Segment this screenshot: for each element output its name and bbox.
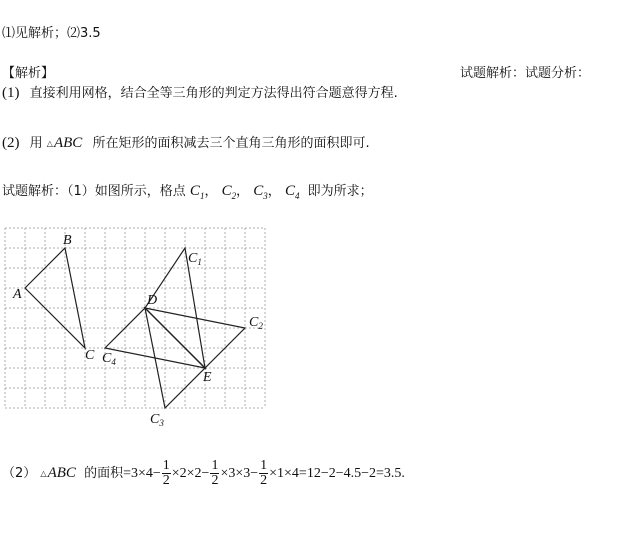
separator: ， bbox=[267, 184, 281, 199]
point-c1: $C_1$ bbox=[189, 183, 205, 201]
point-c2: $C_2$ bbox=[221, 183, 237, 201]
analysis-paragraph-2 bbox=[2, 132, 370, 152]
label-c4: $C_4$ bbox=[102, 351, 116, 367]
section-label: 【解析】 bbox=[2, 66, 55, 81]
point-c4: $C_4$ bbox=[284, 183, 300, 201]
abc-label: ABC bbox=[47, 465, 76, 481]
label-c2: $C_2$ bbox=[249, 315, 263, 331]
analysis-2-number: (2) bbox=[2, 135, 20, 151]
solution-outro: 即为所求； bbox=[307, 184, 373, 199]
solution-line bbox=[2, 180, 373, 201]
triangle-abc bbox=[25, 248, 85, 348]
analysis-2-post: 所在矩形的面积减去三个直角三角形的面积即可. bbox=[92, 136, 370, 151]
label-c1: $C_1$ bbox=[188, 251, 202, 267]
solution-intro: 试题解析：（1）如图所示，格点 bbox=[2, 184, 186, 199]
label-c: C bbox=[85, 348, 95, 363]
point-c3: $C_3$ bbox=[253, 183, 268, 201]
label-b: B bbox=[63, 233, 72, 248]
analysis-1-text: 直接利用网格，结合全等三角形的判定方法得出符合题意得方程. bbox=[29, 86, 398, 101]
separator: ， bbox=[204, 184, 218, 199]
triangle-symbol: △ bbox=[46, 139, 53, 148]
part2-line bbox=[2, 459, 405, 488]
analysis-1-number: (1) bbox=[2, 85, 20, 101]
fraction-1: $\frac{1}{2}$ bbox=[162, 458, 170, 489]
part2-number: （2） bbox=[2, 466, 37, 481]
analysis-paragraph-1 bbox=[2, 82, 398, 102]
fraction-2: $\frac{1}{2}$ bbox=[211, 458, 219, 489]
formula: =3×4− $\frac{1}{2}$ ×2×2− $\frac{1}{2}$ ×3×3− $\frac{1}{2}$ ×1×4=12−2−4.5−2=3.5. bbox=[123, 458, 405, 489]
area-text: 的面积 bbox=[84, 466, 124, 481]
section-right-label: 试题解析：试题分析： bbox=[460, 66, 591, 81]
analysis-2-pre: 用 bbox=[29, 136, 43, 151]
label-d: D bbox=[147, 293, 158, 308]
label-c3: $C_3$ bbox=[150, 412, 164, 428]
fraction-3: $\frac{1}{2}$ bbox=[260, 458, 268, 489]
abc-label: ABC bbox=[53, 135, 83, 151]
label-a: A bbox=[13, 287, 22, 302]
grid-figure bbox=[0, 215, 280, 435]
answer-header: ⑴见解析；⑵3.5 bbox=[2, 26, 101, 41]
label-e: E bbox=[203, 370, 212, 385]
triangle-symbol: △ bbox=[40, 469, 47, 478]
separator: ， bbox=[236, 184, 250, 199]
